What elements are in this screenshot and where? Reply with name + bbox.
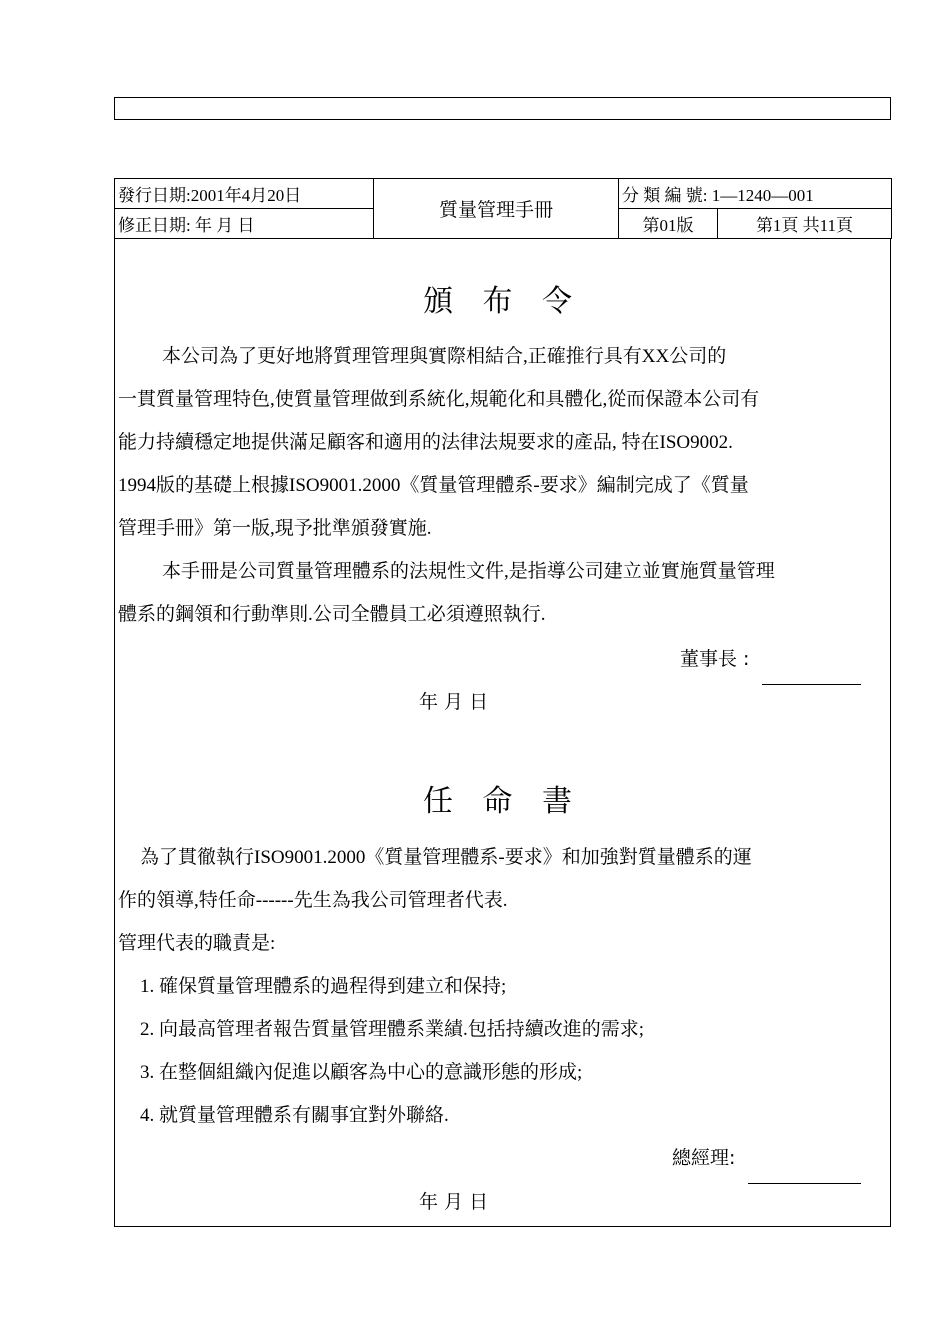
duty-item: 3. 在整個組織內促進以顧客為中心的意識形態的形成;: [140, 1062, 583, 1083]
appointment-title: 任 命 書: [422, 784, 583, 819]
page-count: 第1頁 共11頁: [718, 209, 892, 239]
promulgation-line: 本公司為了更好地將質理管理與實際相結合,正確推行具有XX公司的: [162, 346, 727, 367]
promulgation-line: 本手冊是公司質量管理體系的法規性文件,是指導公司建立並實施質量管理: [162, 561, 775, 582]
duty-item: 2. 向最高管理者報告質量管理體系業績.包括持續改進的需求;: [140, 1019, 645, 1040]
general-manager-label: 總經理:: [672, 1147, 736, 1169]
promulgation-line: 體系的鋼領和行動準則.公司全體員工必須遵照執行.: [118, 604, 546, 625]
duty-item: 1. 確保質量管理體系的過程得到建立和保持;: [140, 976, 507, 997]
document-header-table: [114, 178, 892, 239]
promulgation-line: 能力持續穩定地提供滿足顧客和適用的法律法規要求的產品, 特在ISO9002.: [118, 432, 733, 453]
appointment-date: 年 月 日: [419, 1191, 489, 1213]
chairman-signature-line: [762, 684, 861, 685]
duty-item: 4. 就質量管理體系有關事宜對外聯絡.: [140, 1105, 449, 1126]
chairman-label: 董事長 :: [680, 648, 750, 670]
document-title: 質量管理手冊: [374, 179, 619, 239]
appointment-line: 作的領導,特任命------先生為我公司管理者代表.: [118, 890, 508, 911]
document-number: 分 類 編 號: 1—1240—001: [619, 179, 892, 209]
revise-date: 修正日期: 年 月 日: [115, 209, 374, 239]
appointment-line: 為了貫徹執行ISO9001.2000《質量管理體系-要求》和加強對質量體系的運: [140, 847, 752, 868]
promulgation-line: 1994版的基礎上根據ISO9001.2000《質量管理體系-要求》編制完成了《質量: [118, 475, 749, 496]
top-header-box: [114, 97, 891, 120]
promulgation-line: 一貫質量管理特色,使質量管理做到系統化,規範化和具體化,從而保證本公司有: [118, 389, 760, 410]
edition: 第01版: [619, 209, 718, 239]
promulgation-date: 年 月 日: [419, 691, 489, 713]
promulgation-line: 管理手冊》第一版,現予批準頒發實施.: [118, 518, 432, 539]
promulgation-title: 頒 布 令: [422, 284, 583, 319]
issue-date: 發行日期:2001年4月20日: [115, 179, 374, 209]
general-manager-signature-line: [748, 1183, 861, 1184]
appointment-line: 管理代表的職責是:: [118, 933, 276, 954]
